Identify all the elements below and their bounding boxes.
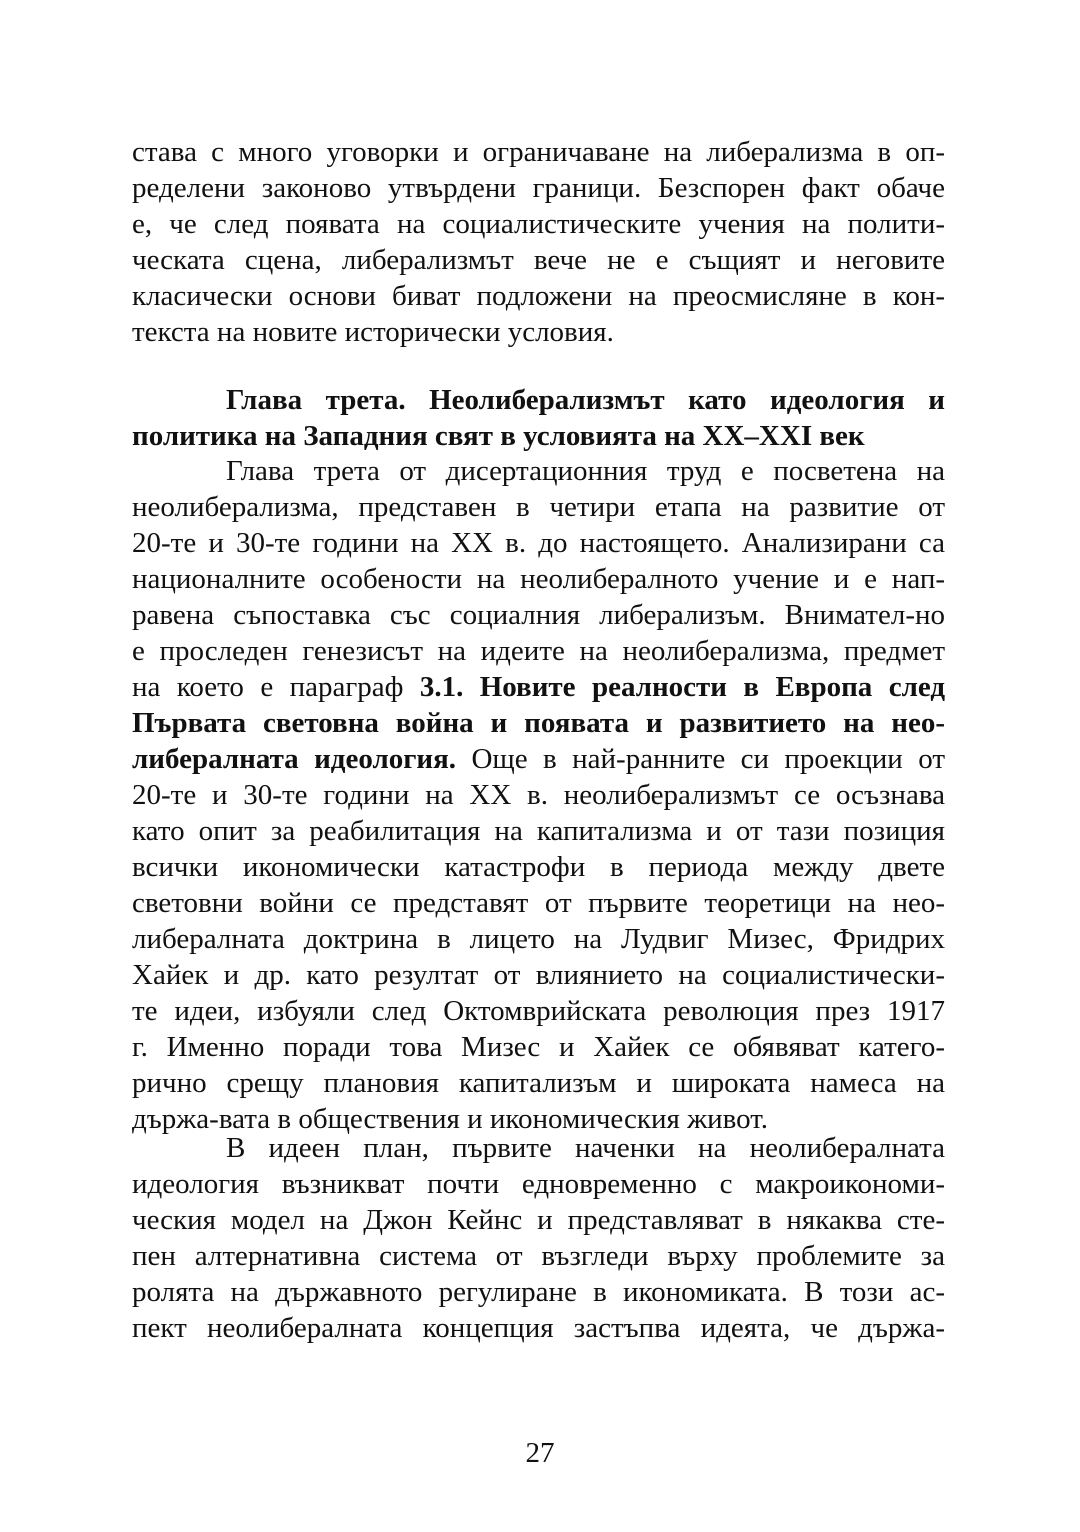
paragraph-continuation — [132, 134, 945, 350]
text-line: идеология възникват почти едновременно с макроикономи- — [132, 1168, 945, 1200]
text-line: те идеи, избуяли след Октомврийската революция през 1917 — [132, 995, 945, 1027]
heading-line: политика на Западния свят в условията на XX–XXI век — [132, 420, 865, 452]
text-line: световни войни се представят от първите теоретици на нео- — [132, 887, 945, 919]
text-line: 20-те и 30-те години на XX в. до настоящето. Анализирани са — [132, 527, 945, 559]
text-line: националните особености на неолибералното учение и е нап- — [132, 563, 945, 595]
paragraph-chapter-summary — [132, 453, 945, 1137]
text-line: пект неолибералната концепция застъпва идеята, че държа- — [132, 1312, 945, 1344]
text-line: либералната доктрина в лицето на Лудвиг Мизес, Фридрих — [132, 923, 945, 955]
section-title-bold: 3.1. Новите реалности в Европа след — [419, 671, 946, 703]
text-line: текста на новите исторически условия. — [132, 316, 614, 348]
text-line — [132, 669, 945, 705]
plain-text: Още в най-ранните си проекции от — [471, 743, 946, 775]
text-line — [132, 741, 945, 777]
text-line: равена съпоставка със социалния либерализъм. Внимател-но — [132, 599, 945, 631]
text-line: ческата сцена, либерализмът вече не е същият и неговите — [132, 244, 945, 276]
text-line: всички икономически катастрофи в периода между двете — [132, 851, 945, 883]
text-line: ределени законово утвърдени граници. Безспорен факт обаче — [132, 172, 945, 204]
section-title-bold: либералната идеология. — [132, 743, 457, 775]
text-line: е, че след появата на социалистическите учения на полити- — [132, 208, 945, 240]
chapter-heading — [132, 382, 945, 454]
text-line: г. Именно поради това Мизес и Хайек се обявяват катего- — [132, 1031, 945, 1063]
text-line: класически основи биват подложени на преосмисляне в кон- — [132, 280, 945, 312]
text-line: ческия модел на Джон Кейнс и представляват в някаква сте- — [132, 1204, 945, 1236]
text-line: държа-вата в обществения и икономическия живот. — [132, 1103, 768, 1135]
text-line: Хайек и др. като резултат от влиянието на социалистически- — [132, 959, 945, 991]
text-line: като опит за реабилитация на капитализма и от тази позиция — [132, 815, 945, 847]
text-line: ролята на държавното регулиране в икономиката. В този ас- — [132, 1276, 945, 1308]
page-number: 27 — [525, 1437, 555, 1469]
text-line: 20-те и 30-те години на XX в. неолиберализмът се осъзнава — [132, 779, 945, 811]
text-line: рично срещу плановия капитализъм и широката намеса на — [132, 1067, 945, 1099]
text-line: пен алтернативна система от възгледи върху проблемите за — [132, 1240, 945, 1272]
paragraph-ideological-origins — [132, 1130, 945, 1346]
text-line: Глава трета от дисертационния труд е посветена на — [226, 455, 945, 487]
text-line — [132, 705, 945, 741]
section-title-bold: Първата световна война и появата и развитието на нео- — [132, 707, 945, 739]
text-line: В идеен план, първите наченки на неолибералната — [226, 1132, 945, 1164]
text-line: е проследен генезисът на идеите на неолиберализма, предмет — [132, 635, 945, 667]
text-line: става с много уговорки и ограничаване на либерализма в оп- — [132, 136, 945, 168]
heading-line: Глава трета. Неолиберализмът като идеология и — [226, 384, 945, 416]
text-line: неолиберализма, представен в четири етапа на развитие от — [132, 491, 945, 523]
plain-text: на което е параграф — [132, 671, 404, 703]
